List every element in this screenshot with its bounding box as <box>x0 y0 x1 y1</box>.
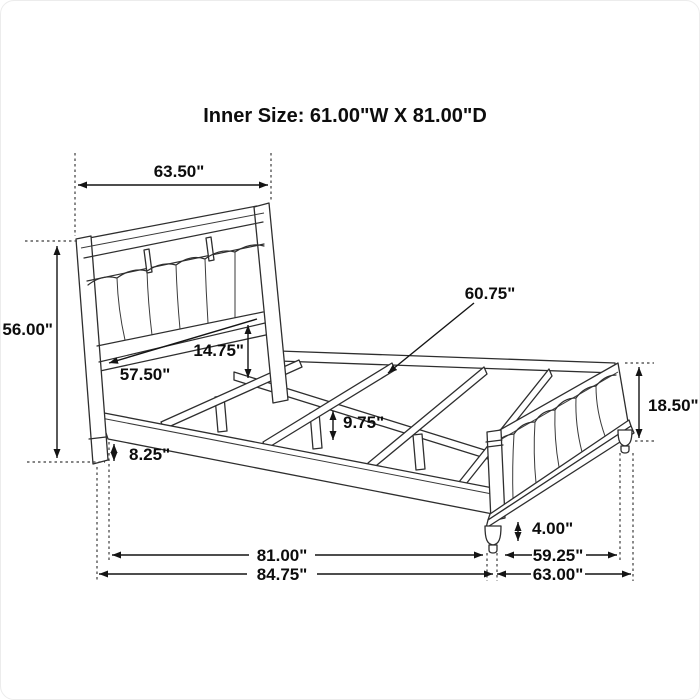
svg-text:63.00": 63.00" <box>532 565 584 584</box>
dim-inner-length <box>112 546 483 565</box>
svg-text:18.50": 18.50" <box>648 396 699 415</box>
dim-footboard-overall-width <box>497 565 631 584</box>
dim-side-rail-floor-clearance <box>114 444 170 464</box>
svg-text:81.00": 81.00" <box>256 546 308 565</box>
svg-text:57.50": 57.50" <box>119 365 171 384</box>
dim-overall-length <box>99 565 493 584</box>
dim-footboard-foot-height <box>518 519 573 541</box>
svg-text:8.25": 8.25" <box>129 445 171 464</box>
svg-text:84.75": 84.75" <box>256 565 308 584</box>
svg-text:9.75": 9.75" <box>343 413 385 432</box>
svg-text:63.50": 63.50" <box>153 162 205 181</box>
svg-text:4.00": 4.00" <box>532 519 574 538</box>
diagram-title: Inner Size: 61.00"W X 81.00"D <box>203 105 487 127</box>
svg-text:14.75": 14.75" <box>193 341 244 360</box>
footboard-left-foot <box>485 526 501 545</box>
svg-text:56.00": 56.00" <box>2 320 53 339</box>
slat-3 <box>368 367 487 470</box>
svg-text:60.75": 60.75" <box>464 284 516 303</box>
dim-footboard-inner-width <box>505 546 617 565</box>
svg-text:59.25": 59.25" <box>532 546 584 565</box>
footboard-right-foot <box>618 430 632 446</box>
side-rail-far <box>279 351 615 373</box>
dim-slat-support-height <box>333 411 384 440</box>
diagram-svg <box>1 1 700 700</box>
dim-footboard-height <box>625 363 699 441</box>
